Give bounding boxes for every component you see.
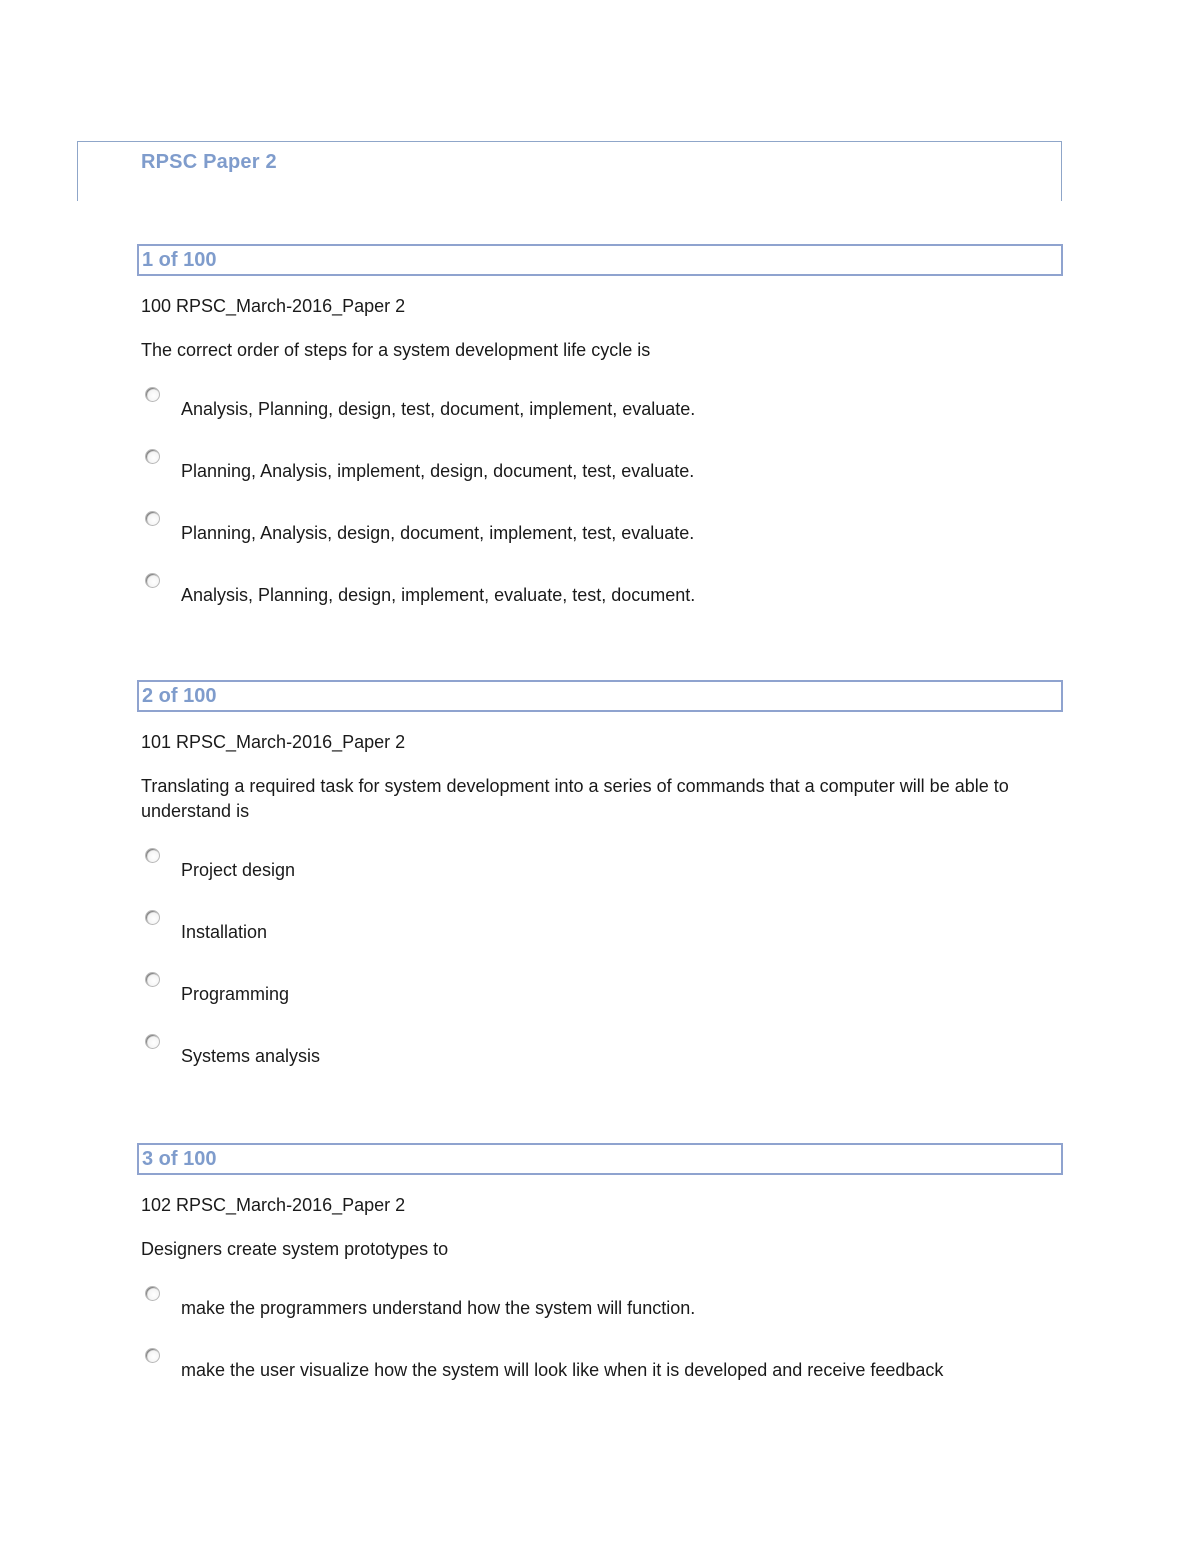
question-text: The correct order of steps for a system development life cycle is — [141, 340, 651, 360]
radio-button-icon[interactable] — [145, 972, 160, 987]
option-label: Systems analysis — [181, 1046, 321, 1066]
radio-button-icon[interactable] — [145, 848, 160, 863]
radio-button-icon[interactable] — [145, 449, 160, 464]
radio-button-icon[interactable] — [145, 1286, 160, 1301]
question-id: 101 RPSC_March-2016_Paper 2 — [141, 732, 406, 752]
question-text: Translating a required task for system development into a series of commands that a computer will be able to understand is — [141, 776, 1009, 821]
page-title: RPSC Paper 2 — [141, 151, 277, 173]
question-number: 1 of 100 — [137, 244, 1063, 276]
option-label: Project design — [181, 860, 296, 880]
answer-options — [137, 1284, 1063, 1408]
answer-option-d[interactable] — [137, 571, 1063, 633]
option-label: Planning, Analysis, implement, design, document, test, evaluate. — [181, 461, 695, 481]
option-label: Installation — [181, 922, 268, 942]
radio-button-icon[interactable] — [145, 1348, 160, 1363]
answer-option-c[interactable] — [137, 509, 1063, 571]
question-3 — [137, 1143, 1063, 1408]
answer-option-d[interactable] — [137, 1032, 1063, 1094]
answer-options — [137, 385, 1063, 633]
question-id: 102 RPSC_March-2016_Paper 2 — [141, 1195, 406, 1215]
radio-button-icon[interactable] — [145, 511, 160, 526]
answer-option-a[interactable] — [137, 385, 1063, 447]
answer-option-c[interactable] — [137, 970, 1063, 1032]
option-label: Planning, Analysis, design, document, implement, test, evaluate. — [181, 523, 695, 543]
radio-button-icon[interactable] — [145, 910, 160, 925]
answer-option-b[interactable] — [137, 908, 1063, 970]
radio-button-icon[interactable] — [145, 387, 160, 402]
question-text: Designers create system prototypes to — [141, 1239, 449, 1259]
option-label: Analysis, Planning, design, test, document, implement, evaluate. — [181, 399, 696, 419]
answer-option-b[interactable] — [137, 447, 1063, 509]
option-label: Programming — [181, 984, 290, 1004]
radio-button-icon[interactable] — [145, 1034, 160, 1049]
question-2 — [137, 680, 1063, 1094]
option-label: make the user visualize how the system will look like when it is developed and receive feedback — [181, 1360, 944, 1380]
option-label: Analysis, Planning, design, implement, evaluate, test, document. — [181, 585, 696, 605]
answer-option-a[interactable] — [137, 1284, 1063, 1346]
radio-button-icon[interactable] — [145, 573, 160, 588]
question-number: 3 of 100 — [137, 1143, 1063, 1175]
answer-option-b[interactable] — [137, 1346, 1063, 1408]
question-id: 100 RPSC_March-2016_Paper 2 — [141, 296, 406, 316]
question-1 — [137, 244, 1063, 633]
answer-options — [137, 846, 1063, 1094]
question-number: 2 of 100 — [137, 680, 1063, 712]
answer-option-a[interactable] — [137, 846, 1063, 908]
option-label: make the programmers understand how the system will function. — [181, 1298, 696, 1318]
